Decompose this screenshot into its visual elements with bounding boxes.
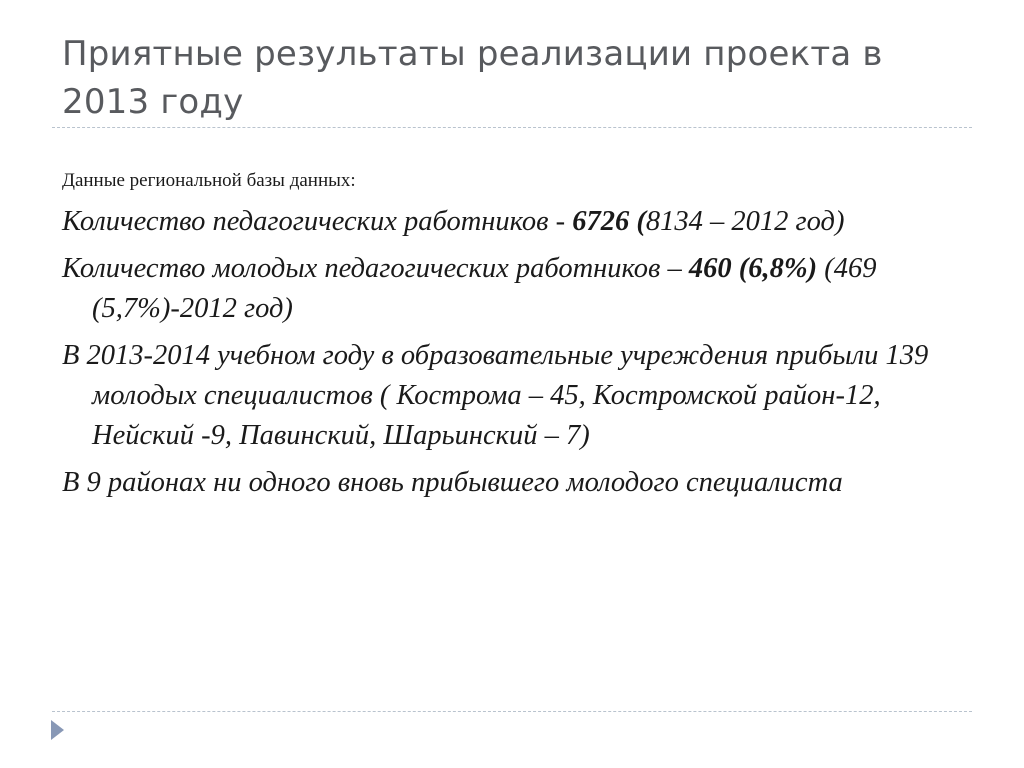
paragraph-part: В 9 районах ни одного вновь прибывшего молодого специалиста xyxy=(62,467,843,498)
paragraph-part: В 2013-2014 учебном году в образовательные учреждения прибыли 139 молодых специалистов ( Кострома – 45, Костромской район-12, Нейский -9, Павинский, Шарьинский – 7) xyxy=(62,340,929,451)
paragraph-part: 8134 – 2012 год) xyxy=(645,206,845,237)
paragraph-new-specialists xyxy=(62,336,962,456)
triangle-right-icon[interactable] xyxy=(51,720,64,740)
paragraph-districts xyxy=(62,463,962,503)
paragraph-part: (469 (5,7%)-2012 год) xyxy=(92,253,877,324)
intro-text: Данные региональной базы данных: xyxy=(62,170,356,191)
paragraph-part-bold: 460 (6,8%) xyxy=(688,253,818,284)
paragraph-part-bold: 6726 ( xyxy=(572,206,646,237)
footer-divider xyxy=(52,711,972,712)
paragraph-teachers-count xyxy=(62,202,962,242)
paragraph-young-teachers xyxy=(62,249,962,329)
slide-title: Приятные результаты реализации проекта в 2013 году xyxy=(62,34,883,122)
paragraph-part: Количество молодых педагогических работников – xyxy=(62,253,689,284)
title-divider xyxy=(52,127,972,128)
paragraph-part: Количество педагогических работников - xyxy=(62,206,573,237)
slide-body xyxy=(62,168,962,510)
